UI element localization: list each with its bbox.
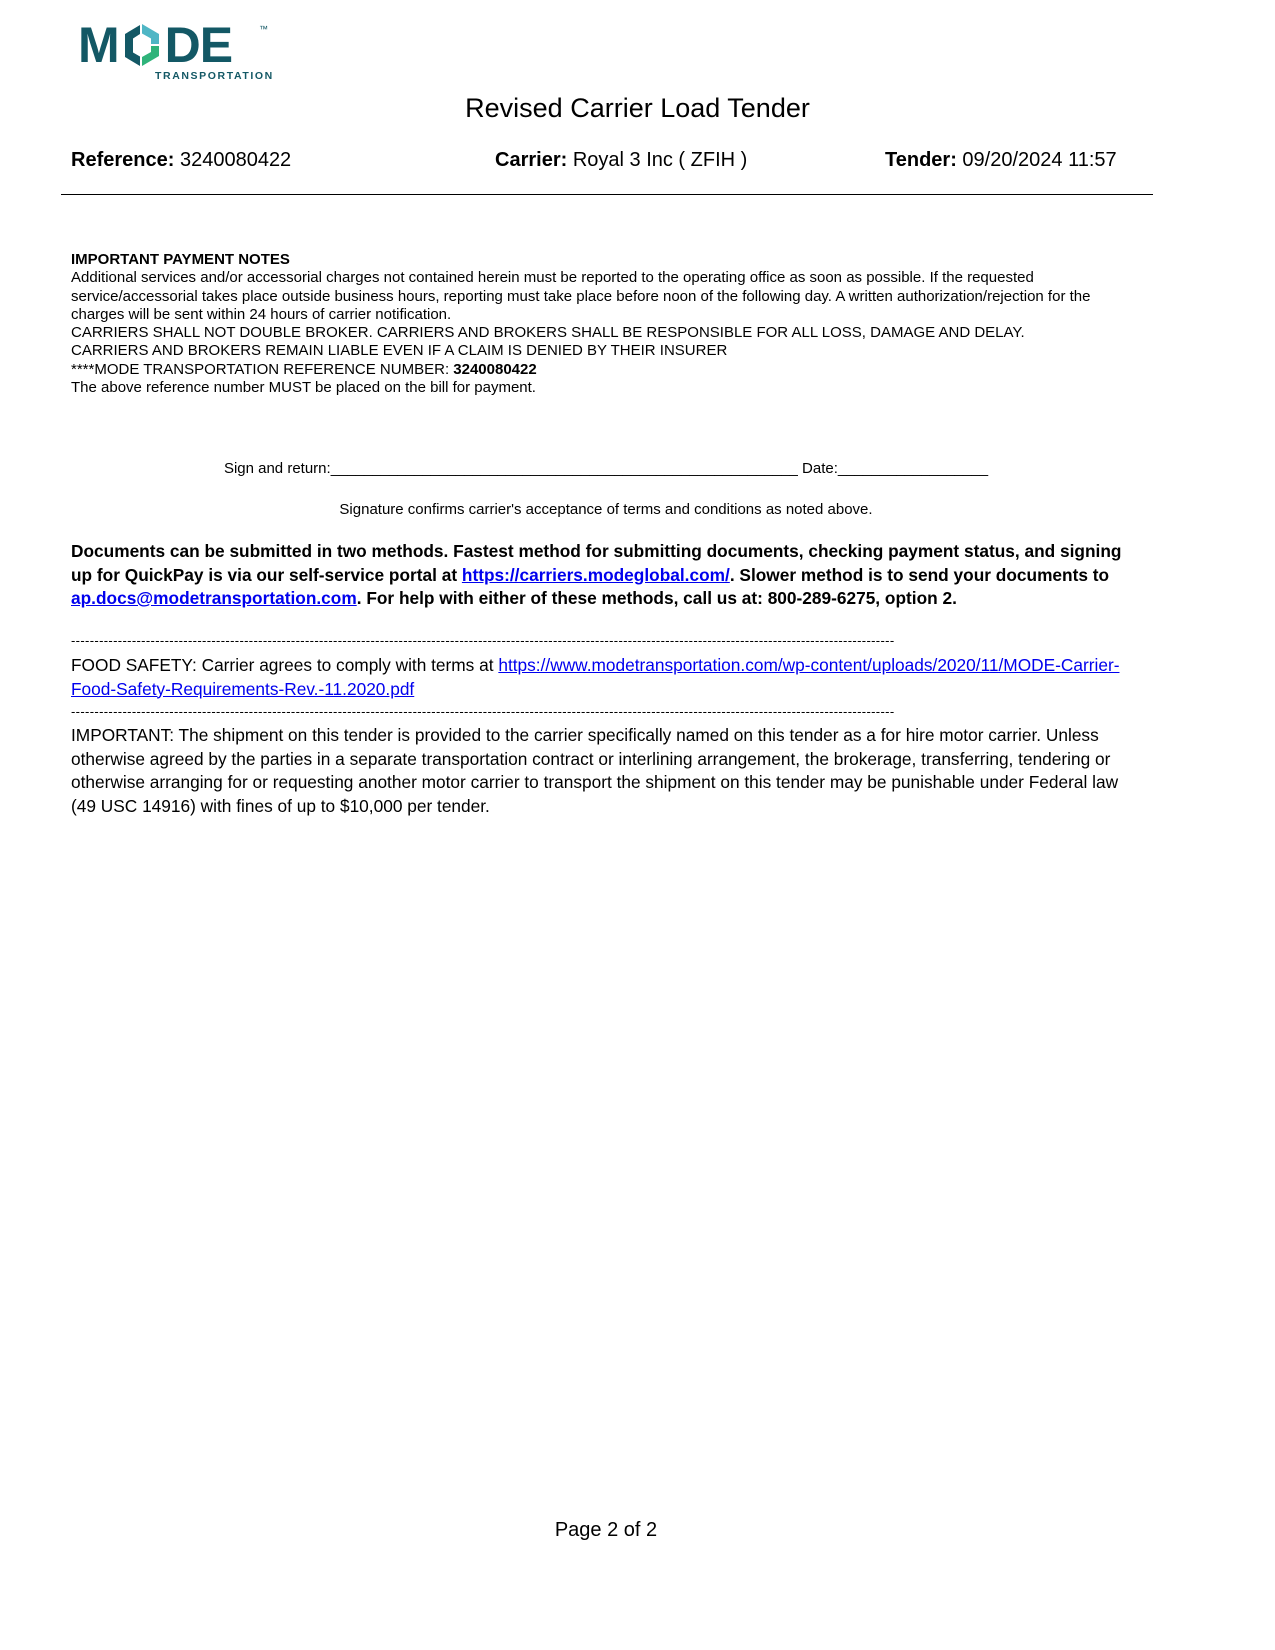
reference-number-note: The above reference number MUST be placed on the bill for payment. [71,379,536,397]
dashed-separator: -------------------------------------------------------------------------------------------------------------------------------------------------------------------------------- [71,704,895,719]
signature-line [0,460,1212,478]
important-notice: IMPORTANT: The shipment on this tender is provided to the carrier specifically named on this tender as a for hire motor carrier. Unless otherwise agreed by the parties in a separate transportation contract or interlining arrangement, the brokerage, transferring, tendering or otherwise arranging for or requesting another motor carrier to transport the shipment on this tender may be punishable under Federal law (49 USC 14916) with fines of up to $10,000 per tender. [71,725,1119,816]
carrier-label: Carrier: [495,149,568,171]
header-divider [61,194,1153,195]
dashed-separator: -------------------------------------------------------------------------------------------------------------------------------------------------------------------------------- [71,633,895,648]
carrier-value: Royal 3 Inc ( ZFIH ) [572,149,748,171]
logo-letters-de: DE [164,17,233,73]
sign-return-label: Sign and return: [223,460,331,477]
carrier-field [495,148,747,172]
logo-trademark: ™ [259,24,268,34]
mode-logo [78,17,278,84]
liability-notice: CARRIERS AND BROKERS REMAIN LIABLE EVEN IF A CLAIM IS DENIED BY THEIR INSURER [71,342,728,360]
payment-notes-paragraph: Additional services and/or accessorial charges not contained herein must be reported to the operating office as soon as possible. If the requested service/accessorial takes place outside business hours, reporting must take place before noon of the following day. A written authorization/rejection for the charges will be sent within 24 hours of carrier notification. [71,269,1091,323]
reference-value: 3240080422 [179,149,292,171]
docs-email-link[interactable]: ap.docs@modetransportation.com [71,588,357,608]
carrier-portal-link[interactable]: https://carriers.modeglobal.com/ [461,564,730,585]
tender-field [885,148,1117,172]
document-title: Revised Carrier Load Tender [465,93,810,123]
payment-notes-section [71,251,1146,397]
signature-blank[interactable]: ________________________________________________________ [330,460,798,477]
reference-label: Reference: [71,149,175,171]
logo-hexagon-icon [120,22,164,68]
tender-label: Tender: [885,149,957,171]
reference-number-line [71,361,1146,379]
signature-confirmation: Signature confirms carrier's acceptance of terms and conditions as noted above. [339,501,873,518]
food-safety-paragraph [71,654,1141,701]
date-label: Date: [802,460,838,477]
documents-text-2: . Slower method is to send your documents to [729,564,1110,585]
payment-notes-heading: IMPORTANT PAYMENT NOTES [71,251,290,268]
food-safety-text: FOOD SAFETY: Carrier agrees to comply with terms at [71,655,499,675]
date-blank[interactable]: __________________ [837,460,989,477]
logo-subtitle: TRANSPORTATION [155,70,274,82]
documents-text-3: . For help with either of these methods, call us at: 800-289-6275, option 2. [356,588,957,608]
tender-value: 09/20/2024 11:57 [962,149,1117,171]
food-safety-link[interactable]: https://www.modetransportation.com/wp-content/uploads/2020/11/MODE-Carrier-Food-Safety-Requirements-Rev.-11.2020.pdf [71,655,1120,699]
page-number: Page 2 of 2 [554,1519,658,1541]
reference-number-label: ****MODE TRANSPORTATION REFERENCE NUMBER: [71,360,450,378]
double-broker-notice: CARRIERS SHALL NOT DOUBLE BROKER. CARRIERS AND BROKERS SHALL BE RESPONSIBLE FOR ALL LOSS, DAMAGE AND DELAY. [71,324,1025,342]
documents-text-1: Documents can be submitted in two methods. Fastest method for submitting documents, checking payment status, and signing up for QuickPay is via our self-service portal at [71,541,1122,585]
reference-number-value: 3240080422 [453,360,537,378]
logo-letter-m: M [78,17,119,73]
reference-field [71,148,291,172]
documents-submission-paragraph [71,540,1146,611]
logo-wordmark [78,17,233,73]
